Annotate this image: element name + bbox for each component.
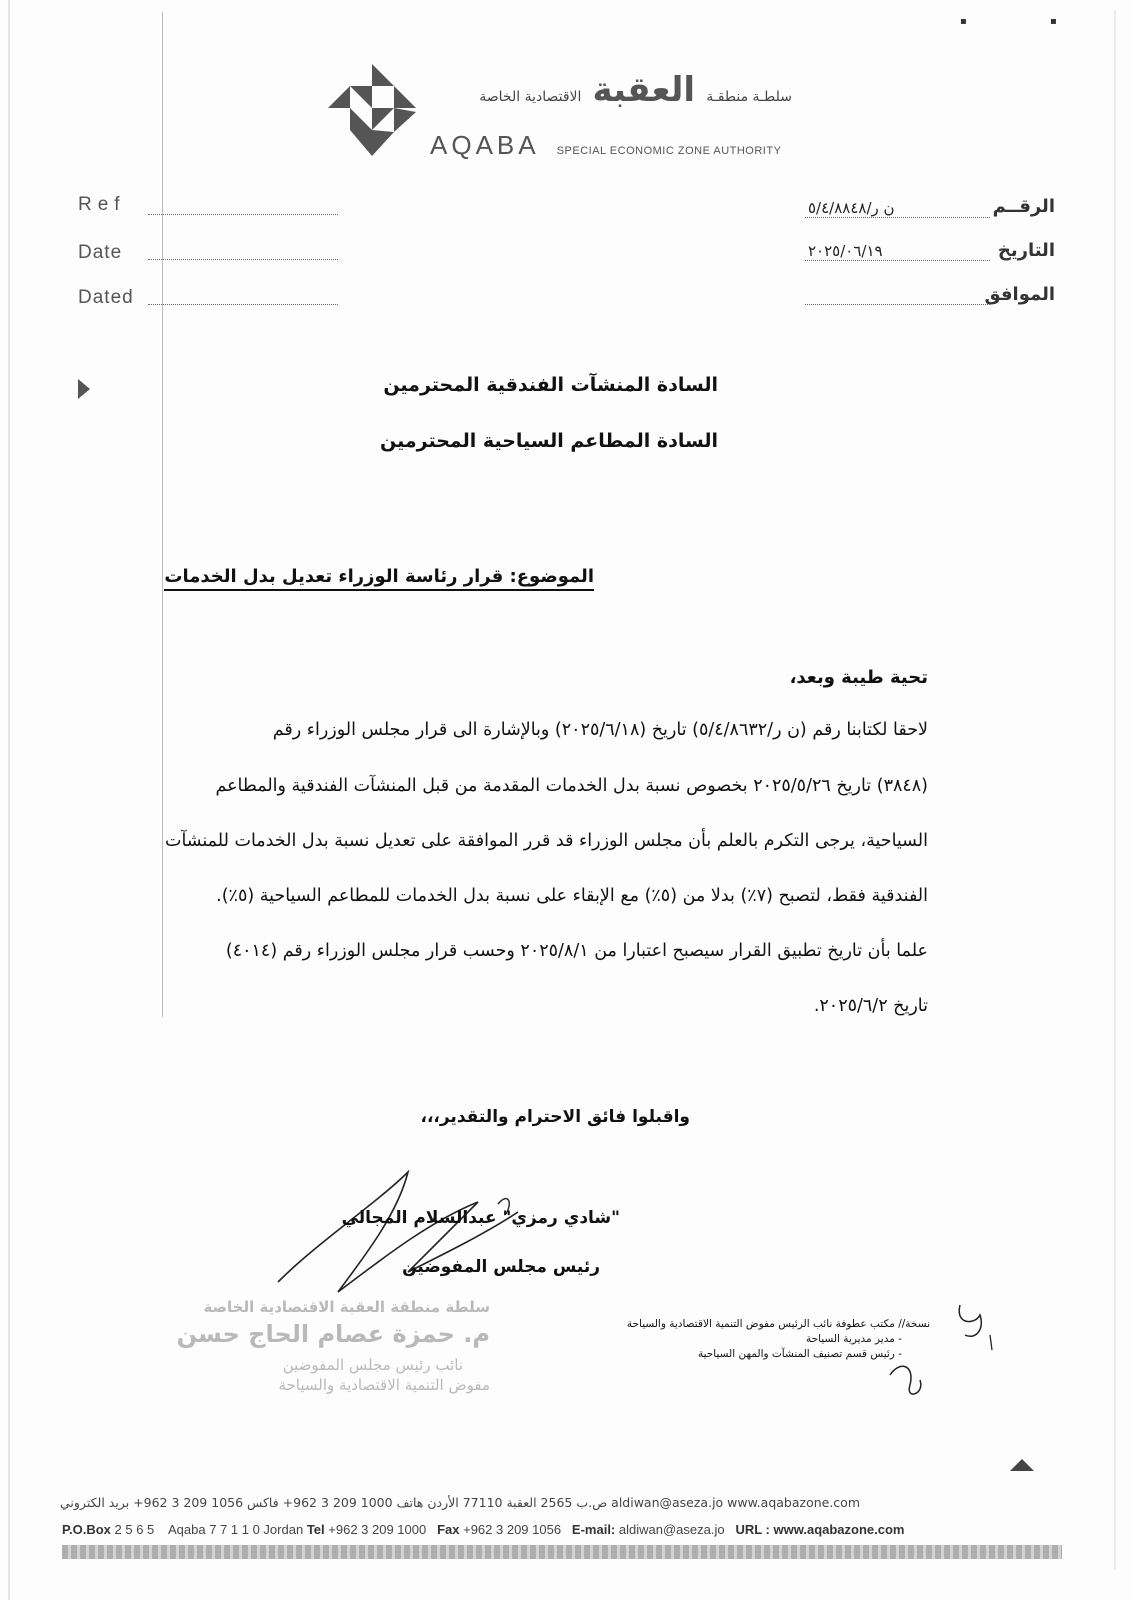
footer-english xyxy=(62,1522,1062,1537)
recipient-hotels: السادة المنشآت الفندقية المحترمين xyxy=(383,374,718,396)
ref-ar-dotted-line xyxy=(805,217,990,218)
signatory-name: "شادي رمزي" عبدالسلام المجالي xyxy=(341,1208,620,1228)
date-value: ٢٠٢٥/٠٦/١٩ xyxy=(808,242,883,260)
play-arrow-icon xyxy=(78,379,90,399)
fax-label: Fax xyxy=(437,1522,460,1537)
ref-label-ar: الرقــم xyxy=(992,196,1055,217)
dated-label-ar: الموافق xyxy=(984,284,1055,305)
stamp-name: م. حمزة عصام الحاج حسن xyxy=(176,1320,490,1348)
authority-ar-main: العقبة xyxy=(592,70,696,110)
aqaba-logo-icon xyxy=(322,60,422,160)
url-value: www.aqabazone.com xyxy=(773,1522,905,1537)
tel-value: +962 3 209 1000 xyxy=(328,1522,427,1537)
triangle-up-icon xyxy=(1010,1459,1034,1471)
email-label: E-mail: xyxy=(571,1522,616,1537)
stamp-header: سلطة منطقة العقبة الاقتصادية الخاصة xyxy=(203,1298,490,1316)
stamp-line: مفوض التنمية الاقتصادية والسياحة xyxy=(278,1376,490,1394)
scan-edge xyxy=(1114,10,1116,1570)
footer-arabic: ص.ب 2565 العقبة 77110 الأردن هاتف 1000 209 3 962+ فاكس 1056 209 3 962+ بريد الكتروني aldiwan@aseza.jo www.aqabazone.com xyxy=(60,1495,860,1510)
signatory-title: رئيس مجلس المفوضين xyxy=(402,1257,600,1277)
body-line: تاريخ ٢٠٢٥/٦/٢. xyxy=(813,996,928,1016)
margin-line xyxy=(162,12,163,1017)
date-label-ar: التاريخ xyxy=(997,240,1055,261)
pobox-label: P.O.Box xyxy=(62,1522,111,1537)
authority-ar-post: الاقتصادية الخاصة xyxy=(479,89,582,105)
url-label: URL : xyxy=(735,1522,770,1537)
dated-label-en: Dated xyxy=(78,287,134,308)
body-line: (٣٨٤٨) تاريخ ٢٠٢٥/٥/٢٦ بخصوص نسبة بدل الخدمات المقدمة من قبل المنشآت الفندقية والمطاعم xyxy=(215,776,928,796)
ref-label-en: Ref xyxy=(78,194,126,215)
date-dotted-line xyxy=(148,259,338,260)
authority-en-main: AQABA xyxy=(430,130,540,160)
stamp-line: نائب رئيس مجلس المفوضين xyxy=(282,1356,463,1374)
authority-ar-pre: سلطـة منطقـة xyxy=(706,89,792,105)
official-stamp xyxy=(176,1296,498,1406)
authority-name-ar xyxy=(479,70,792,110)
authority-name-en xyxy=(430,130,781,161)
authority-en-sub: SPECIAL ECONOMIC ZONE AUTHORITY xyxy=(556,145,782,157)
date-ar-dotted-line xyxy=(805,260,990,261)
dated-ar-dotted-line xyxy=(805,304,990,305)
body-line: الفندقية فقط، لتصبح (٧٪) بدلا من (٥٪) مع الإبقاء على نسبة بدل الخدمات للمطاعم السياحية (٥٪). xyxy=(216,886,928,906)
scan-specks: ▪ ▪ xyxy=(960,16,1097,27)
body-line: لاحقا لكتابنا رقم (ن ر/٥/٤/٨٦٣٢) تاريخ (٢٠٢٥/٦/١٨) وبالإشارة الى قرار مجلس الوزراء رقم xyxy=(272,720,928,740)
handwritten-initials xyxy=(880,1295,1010,1415)
handwritten-signature xyxy=(258,1162,538,1302)
copy-recipient: - مدير مديرية السياحة xyxy=(805,1333,902,1345)
tel-label: Tel xyxy=(306,1522,325,1537)
subject-line: الموضوع: قرار رئاسة الوزراء تعديل بدل الخدمات xyxy=(164,566,594,591)
dated-dotted-line xyxy=(148,304,338,305)
date-label-en: Date xyxy=(78,242,123,263)
closing: واقبلوا فائق الاحترام والتقدير،،، xyxy=(420,1107,690,1127)
recipient-restaurants: السادة المطاعم السياحية المحترمين xyxy=(380,430,718,452)
ref-dotted-line xyxy=(148,214,338,215)
body-line: السياحية، يرجى التكرم بالعلم بأن مجلس الوزراء قد قرر الموافقة على تعديل نسبة بدل الخدمات للمنشآت xyxy=(164,831,928,851)
copy-recipient: نسخة// مكتب عطوفة نائب الرئيس مفوض التنمية الاقتصادية والسياحة xyxy=(626,1318,930,1330)
authority-logo xyxy=(322,60,792,170)
pobox-value: 2 5 6 5 xyxy=(114,1522,155,1537)
fax-value: +962 3 209 1056 xyxy=(463,1522,562,1537)
body-line: علما بأن تاريخ تطبيق القرار سيصبح اعتبارا من ٢٠٢٥/٨/١ وحسب قرار مجلس الوزراء رقم (٤٠١٤) xyxy=(225,941,928,961)
ref-value: ن ر/٥/٤/٨٨٤٨ xyxy=(808,199,895,217)
greeting: تحية طيبة وبعد، xyxy=(789,667,928,688)
city: Aqaba 7 7 1 1 0 Jordan xyxy=(168,1522,304,1537)
footer-strip xyxy=(62,1545,1062,1559)
email-value: aldiwan@aseza.jo xyxy=(618,1522,725,1537)
copy-recipient: - رئيس قسم تصنيف المنشآت والمهن السياحية xyxy=(697,1348,902,1360)
scan-edge xyxy=(8,0,10,1600)
